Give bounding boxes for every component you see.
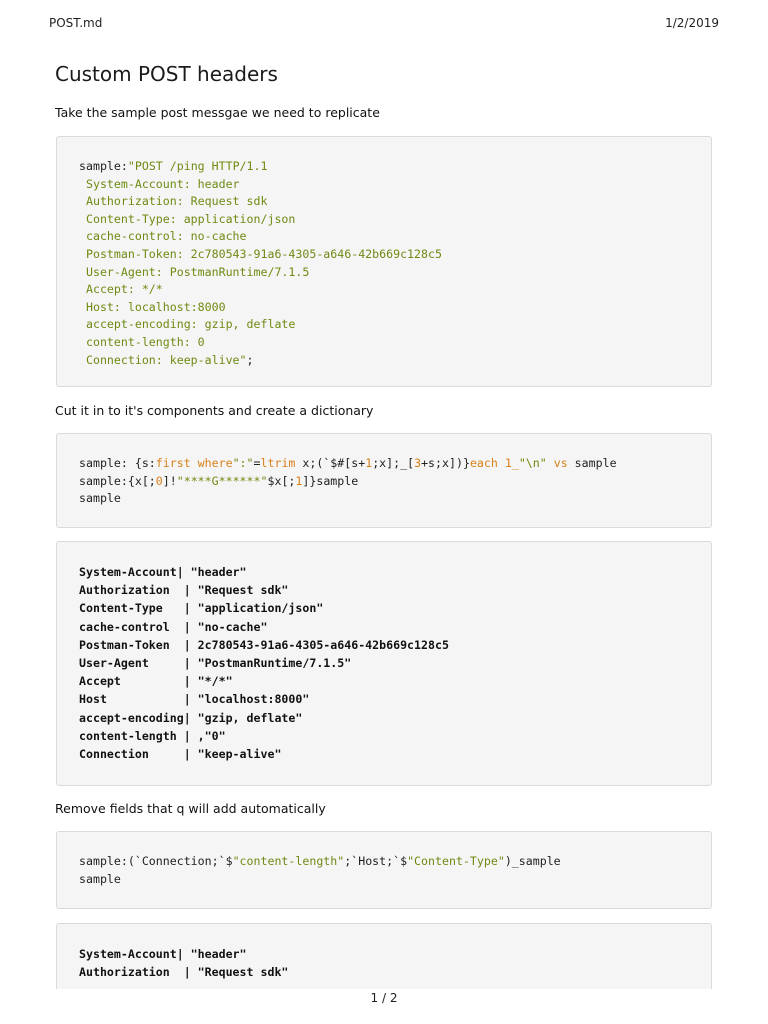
code-block-sample-message [56,136,712,387]
code-line: accept-encoding: gzip, deflate [79,317,296,332]
output-dictionary-table [56,541,712,786]
code-line: sample:{x[;0]!"****G******"$x[;1]}sample [79,473,359,488]
code-line: Connection: keep-alive"; [79,352,254,367]
code-line: Accept: */* [79,282,163,297]
code-line: Content-Type: application/json [79,211,296,226]
table-row: Host | "localhost:8000" [79,692,310,707]
table-row: Authorization | "Request sdk" [79,583,289,598]
table-row: Postman-Token | 2c780543-91a6-4305-a646-42b669c128c5 [79,637,449,652]
code-block-parse [56,433,712,528]
table-row: content-length | ,"0" [79,728,226,743]
code-line: User-Agent: PostmanRuntime/7.1.5 [79,264,310,279]
code-line: sample [79,491,121,506]
code-line: Postman-Token: 2c780543-91a6-4305-a646-42b669c128c5 [79,246,442,261]
table-row: accept-encoding| "gzip, deflate" [79,710,303,725]
table-row: Accept | "*/*" [79,674,233,689]
table-row: System-Account| "header" [79,565,247,579]
page-header-date: 1/2/2019 [665,16,719,30]
code-line: sample [79,871,121,886]
table-row: User-Agent | "PostmanRuntime/7.1.5" [79,656,352,671]
output-dictionary-table-truncated [56,923,712,989]
code-line: System-Account: header [79,176,240,191]
code-block-remove-fields [56,831,712,909]
code-line: Host: localhost:8000 [79,299,226,314]
components-paragraph: Cut it in to it's components and create a dictionary [55,403,374,418]
page-title: Custom POST headers [55,62,278,86]
code-line: Authorization: Request sdk [79,194,268,209]
table-row: Content-Type | "application/json" [79,601,324,616]
table-row: Connection | "keep-alive" [79,747,282,762]
code-line: content-length: 0 [79,334,205,349]
page-number: 1 / 2 [370,991,398,1005]
code-line: sample:"POST /ping HTTP/1.1 [79,159,268,173]
table-row: Authorization | "Request sdk" [79,965,289,980]
page-header-filename: POST.md [49,16,103,30]
code-line: sample: {s:first where":"=ltrim x;(`$#[s+1;x];_[3+s;x])}each 1_"\n" vs sample [79,456,617,470]
intro-paragraph: Take the sample post messgae we need to replicate [55,105,380,120]
code-line: sample:(`Connection;`$"content-length";`Host;`$"Content-Type")_sample [79,854,561,868]
table-row: System-Account| "header" [79,947,247,961]
remove-fields-paragraph: Remove fields that q will add automatically [55,801,326,816]
code-line: cache-control: no-cache [79,229,247,244]
table-row: cache-control | "no-cache" [79,619,268,634]
